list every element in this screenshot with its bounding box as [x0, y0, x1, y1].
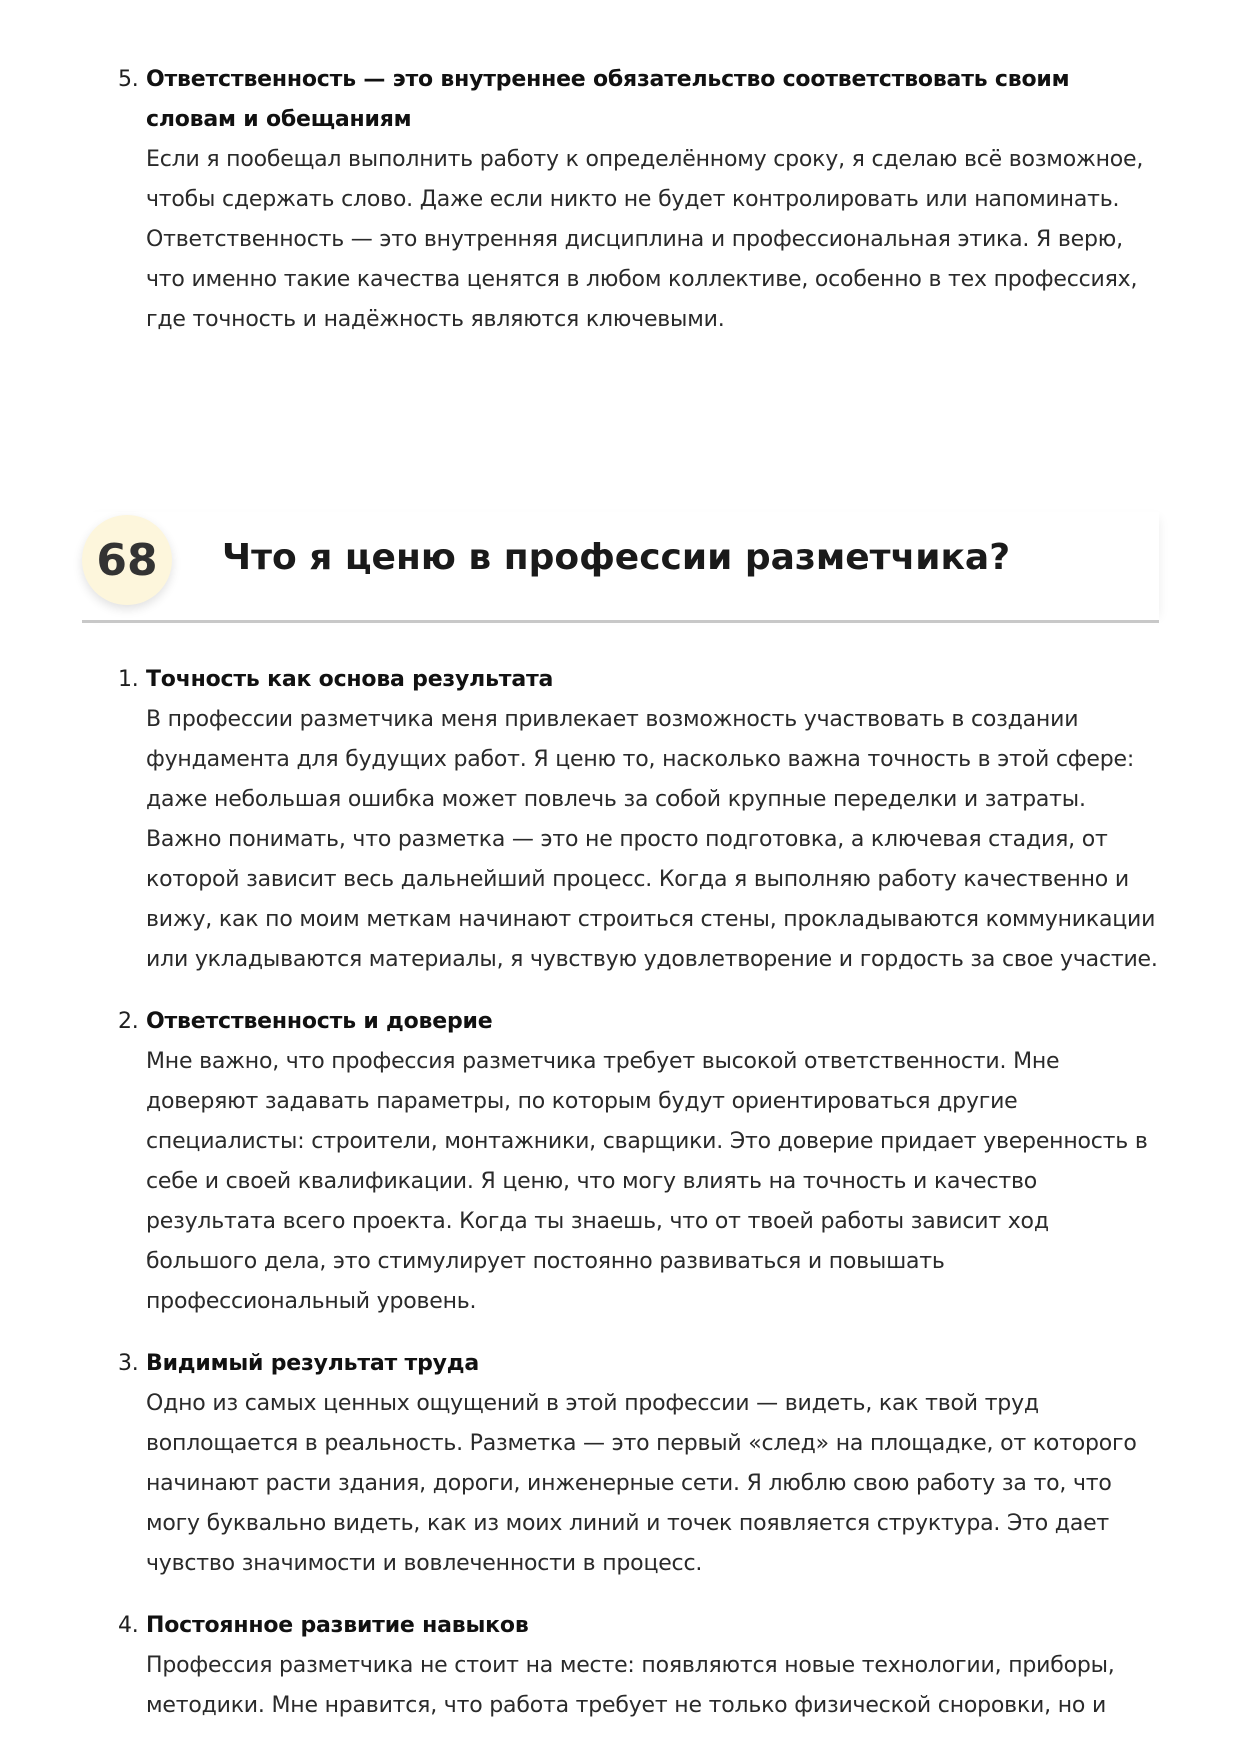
- list-item: [0, 60, 1239, 340]
- top-list: [0, 60, 1239, 362]
- item-number: 3.: [118, 1351, 139, 1376]
- list-item: [0, 1344, 1239, 1584]
- item-number: 1.: [118, 667, 139, 692]
- item-body: В профессии разметчика меня привлекает возможность участвовать в создании фундамента для будущих работ. Я ценю то, насколько важна точность в этой сфере: даже небольшая ошибка может повлечь за собой крупные переделки и затраты. Важно понимать, что разметка — это не просто подготовка, а ключевая стадия, от которой зависит весь дальнейший процесс. Когда я выполняю работу качественно и вижу, как по моим меткам начинают строиться стены, прокладываются коммуникации или укладываются материалы, я чувствую удовлетворение и гордость за свое участие.: [146, 707, 1158, 972]
- item-number: 5.: [118, 67, 139, 92]
- item-body: Профессия разметчика не стоит на месте: появляются новые технологии, приборы, методики. Мне нравится, что работа требует не только физической сноровки, но и: [146, 1653, 1115, 1718]
- list-item: [0, 1606, 1239, 1726]
- section-title: Что я ценю в профессии разметчика?: [222, 537, 1011, 578]
- item-title: Точность как основа результата: [146, 667, 554, 692]
- item-body: Если я пообещал выполнить работу к определённому сроку, я сделаю всё возможное, чтобы сдержать слово. Даже если никто не будет контролировать или напоминать. Ответственность — это внутренняя дисциплина и профессиональная этика. Я верю, что именно такие качества ценятся в любом коллективе, особенно в тех профессиях, где точность и надёжность являются ключевыми.: [146, 147, 1144, 332]
- item-body: Мне важно, что профессия разметчика требует высокой ответственности. Мне доверяют задавать параметры, по которым будут ориентироваться другие специалисты: строители, монтажники, сварщики. Это доверие придает уверенность в себе и своей квалификации. Я ценю, что могу влиять на точность и качество результата всего проекта. Когда ты знаешь, что от твоей работы зависит ход большого дела, это стимулирует постоянно развиваться и повышать профессиональный уровень.: [146, 1049, 1148, 1314]
- item-number: 2.: [118, 1009, 139, 1034]
- item-title: Ответственность — это внутреннее обязательство соответствовать своим словам и обещаниям: [146, 67, 1070, 132]
- item-title: Постоянное развитие навыков: [146, 1613, 529, 1638]
- section-header: [82, 512, 1159, 623]
- item-title: Видимый результат труда: [146, 1351, 479, 1376]
- main-list: [0, 660, 1239, 1748]
- list-item: [0, 660, 1239, 980]
- item-number: 4.: [118, 1613, 139, 1638]
- item-body: Одно из самых ценных ощущений в этой профессии — видеть, как твой труд воплощается в реальность. Разметка — это первый «след» на площадке, от которого начинают расти здания, дороги, инженерные сети. Я люблю свою работу за то, что могу буквально видеть, как из моих линий и точек появляется структура. Это дает чувство значимости и вовлеченности в процесс.: [146, 1391, 1137, 1576]
- item-title: Ответственность и доверие: [146, 1009, 493, 1034]
- section-number-badge: 68: [82, 515, 172, 605]
- list-item: [0, 1002, 1239, 1322]
